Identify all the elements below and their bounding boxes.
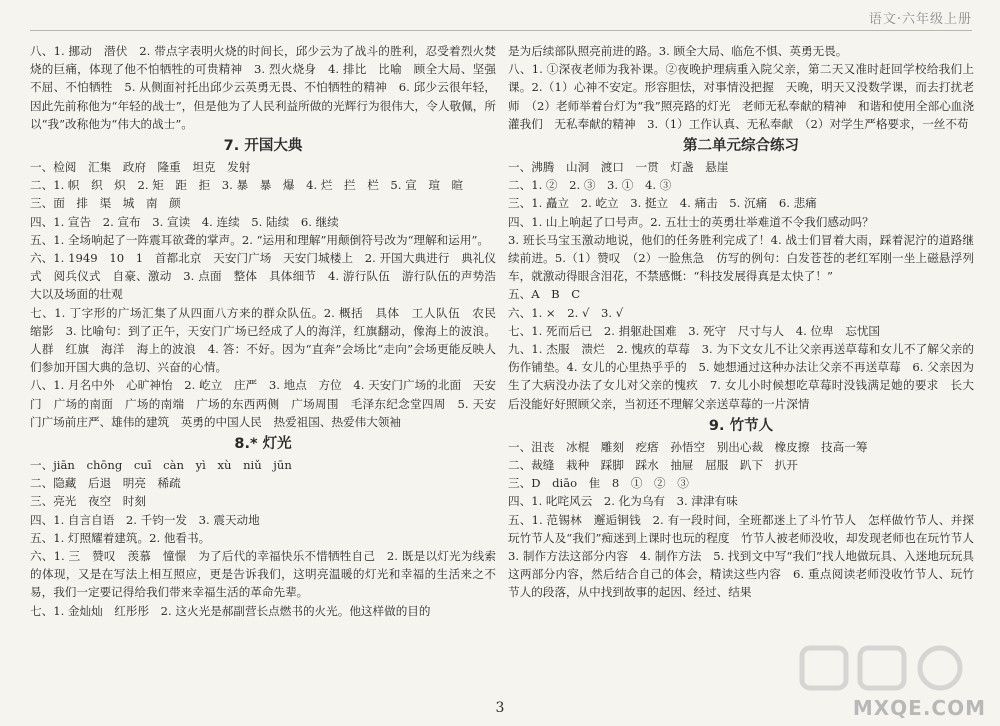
answer-paragraph: 三、亮光 夜空 时刻 bbox=[30, 494, 146, 509]
answer-paragraph: 四、1. 山上响起了口号声。2. 五壮士的英勇壮举难道不令我们感动吗？ bbox=[508, 214, 874, 229]
section-title: 8.* 灯光 bbox=[234, 436, 292, 453]
answer-paragraph: 二、裁缝 栽种 踩脚 踩水 抽屉 屈服 趴下 扒开 bbox=[508, 458, 798, 473]
section-title: 第二单元综合练习 bbox=[683, 138, 799, 155]
answer-paragraph: 五、1. 灯照耀着建筑。2. 他看书。 bbox=[30, 530, 211, 545]
answer-paragraph: 六、1. 1949 10 1 首都北京 天安门广场 天安门城楼上 2. 开国大典进行 典礼仪式 阅兵仪式 自豪、激动 3. 点面 整体 具体细节 4. 游行队伍 游行队伍的声势浩大以及场面的壮观 bbox=[30, 251, 496, 302]
answer-paragraph: 五、1. 范锡林 邂逅铜钱 2. 有一段时间，全班都迷上了斗竹节人 怎样做竹节人、并探玩竹节人及“我们”痴迷到上课时也玩的程度 竹节人被老师没收，却发现老师也在玩竹节人 3. 制作方法这部分内容 4. 制作方法 5. 找到文中写“我们”找人地做玩具、入迷地玩玩具这两部分内容，然后结合自己的体会，精读这些内容 6. 重点阅读老师没收竹节人、玩竹节人的段落，从中找到故事的起因、经过、结果 bbox=[508, 512, 986, 600]
page-number: 3 bbox=[495, 700, 505, 716]
answer-paragraph: 四、1. 叱咤风云 2. 化为乌有 3. 津津有味 bbox=[508, 494, 738, 509]
answer-paragraph: 二、隐藏 后退 明亮 稀疏 bbox=[30, 476, 181, 491]
book-header: 语文·六年级上册 bbox=[868, 12, 972, 27]
answer-paragraph: 3. 班长马宝玉激动地说，他们的任务胜利完成了！4. 战士们冒着大雨，踩着泥泞的道路继续前进。5.（1）赞叹 （2）一脸焦急 仿写的例句：白发苍苍的老红军刚一坐上磁悬浮列车，就激动得眼含泪花，不禁感慨：“科技发展得真是太快了！” bbox=[508, 232, 974, 284]
answer-paragraph: 三、D diāo 隹 8 ① ② ③ bbox=[508, 476, 689, 491]
answer-paragraph: 一、沮丧 冰棍 雕刻 疙瘩 孙悟空 别出心裁 橡皮擦 技高一筹 bbox=[508, 439, 868, 454]
answer-paragraph: 三、面 排 渠 城 南 颜 bbox=[30, 196, 181, 211]
answer-paragraph: 一、jiān chōng cuī càn yì xù niǔ jūn bbox=[30, 458, 292, 473]
answer-paragraph: 一、检阅 汇集 政府 隆重 坦克 发射 bbox=[30, 160, 251, 175]
answer-paragraph: 二、1. 帜 织 炽 2. 矩 距 拒 3. 暴 暴 爆 4. 烂 拦 栏 5. 宣 瑄 暄 bbox=[30, 178, 464, 193]
answer-paragraph: 七、1. 死而后已 2. 捐躯赴国难 3. 死守 尺寸与人 4. 位卑 忘忧国 bbox=[508, 323, 881, 338]
answer-paragraph: 四、1. 自言自语 2. 千钧一发 3. 震天动地 bbox=[30, 512, 260, 527]
answer-paragraph: 九、1. 杰服 溃烂 2. 愧疚的草莓 3. 为下文女儿不让父亲再送草莓和女儿不了解父亲的伤作铺垫。4. 女儿的心里热乎乎的 5. 她想通过这种办法让父亲不再送草莓 6. 父亲因为生了大病没办法了女儿对父亲的愧疚 7. 女儿小时候想吃草莓时没钱满足她的要求 长大后没能好好照顾父亲，当初还不理解父亲送草莓的一片深情 bbox=[508, 342, 974, 411]
answer-paragraph: 六、1. 三 赞叹 羡慕 憧憬 为了后代的幸福快乐不惜牺牲自己 2. 既是以灯光为线索的体现，又是在写法上相互照应，更是告诉我们，这明亮温暖的灯光和幸福的生活来之不易，我们一定要记得给我们带来幸福生活的革命先辈。 bbox=[30, 549, 496, 600]
watermark-text: MXQE.COM bbox=[852, 696, 986, 720]
answer-paragraph: 二、1. ② 2. ③ 3. ① 4. ③ bbox=[508, 178, 672, 193]
answer-paragraph: 八、1. 月名中外 心旷神怡 2. 屹立 庄严 3. 地点 方位 4. 天安门广场的北面 天安门 广场的南面 广场的南端 广场的东西两侧 广场周围 毛泽东纪念堂四周 5. 天安门广场前庄严、雄伟的建筑 英勇的中国人民 热爱祖国、热爱伟大领袖 bbox=[30, 378, 496, 429]
section-title: 9. 竹节人 bbox=[708, 417, 774, 434]
header-divider bbox=[30, 30, 972, 31]
answer-paragraph: 六、1. × 2. √ 3. √ bbox=[508, 305, 624, 320]
right-column bbox=[508, 42, 986, 602]
answer-paragraph: 五、1. 全场响起了一阵震耳欲聋的掌声。2. “运用和理解”用颠倒符号改为“理解和运用”。 bbox=[30, 232, 489, 247]
answer-paragraph: 七、1. 丁字形的广场汇集了从四面八方来的群众队伍。2. 概括 具体 工人队伍 农民 缩影 3. 比喻句：到了正午，天安门广场已经成了人的海洋，红旗翻动，像海上的波浪。人群 红旗 海洋 海上的波浪 4. 答：不好。因为“直奔”会场比“走向”会场更能反映人们参加开国大典的急切、兴奋的心情。 bbox=[30, 305, 508, 375]
answer-paragraph: 八、1. 挪动 潜伏 2. 带点字表明火烧的时间长，邱少云为了战斗的胜利，忍受着烈火焚烧的巨痛，体现了他不怕牺牲的可贵精神 3. 烈火烧身 4. 排比 比喻 顾全大局、坚强不屈、不怕牺牲 5. 从侧面衬托出邱少云英勇无畏、不怕牺牲的精神 6. 邱少云很年轻，因此先前称他为“年轻的战士”，但是他为了人民利益所做的光辉行为很伟大，令人敬佩，所以“我”改称他为“伟大的战士”。 bbox=[30, 44, 496, 131]
answer-paragraph: 是为后续部队照亮前进的路。3. 顾全大局、临危不惧、英勇无畏。 bbox=[508, 44, 848, 58]
answer-paragraph: 一、沸腾 山洞 渡口 一贯 灯盏 悬崖 bbox=[508, 160, 729, 175]
answer-paragraph: 五、A B C bbox=[508, 287, 581, 302]
answer-paragraph: 四、1. 宣告 2. 宣布 3. 宣读 4. 连续 5. 陆续 6. 继续 bbox=[30, 214, 339, 229]
section-title: 7. 开国大典 bbox=[223, 138, 303, 155]
left-column bbox=[30, 42, 508, 620]
answer-paragraph: 八、1. ①深夜老师为我补课。②夜晚护理病重入院父亲，第二天又准时赶回学校给我们上课。2.（1）心神不安定。形容胆怯，对事情没把握 天晚，明天又没数学课，而去打扰老师 （2）老师举着台灯为“我”照亮路的灯光 老师无私奉献的精神 和谐和使用全部心血浇灌我们 无私奉献的精神 3.（1）工作认真、无私奉献 （2）对学生严格要求，一丝不苟 bbox=[508, 62, 974, 131]
answer-paragraph: 三、1. 矗立 2. 屹立 3. 挺立 4. 痛击 5. 沉痛 6. 悲痛 bbox=[508, 196, 817, 211]
answer-paragraph: 七、1. 金灿灿 红彤彤 2. 这火光是郝副营长点燃书的火光。他这样做的目的 bbox=[30, 603, 431, 618]
